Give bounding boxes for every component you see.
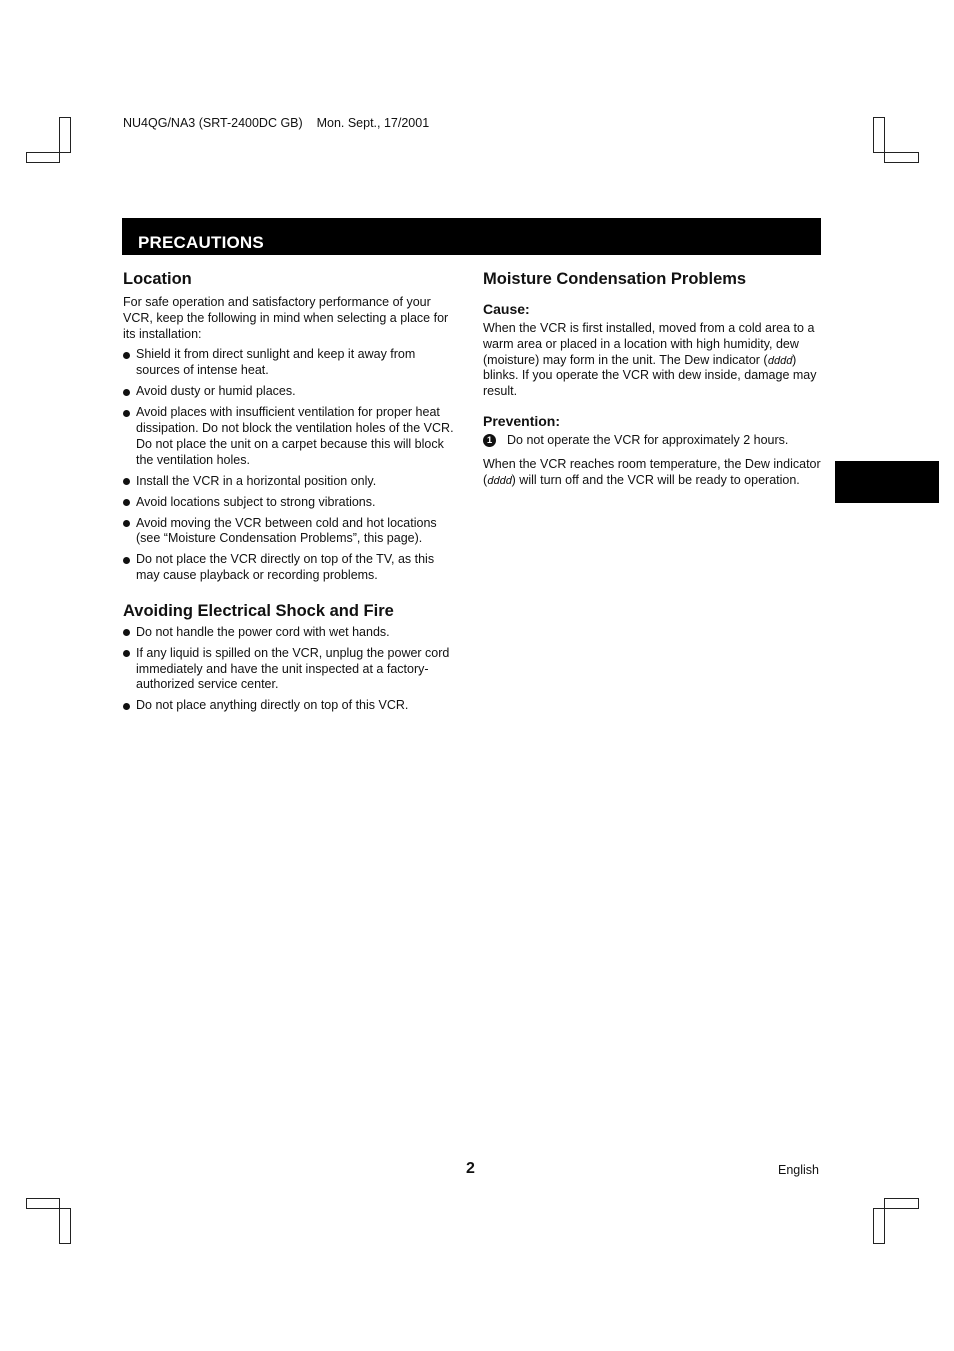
list-item: Avoid locations subject to strong vibrations. — [123, 495, 461, 511]
after-text: When the VCR reaches room temperature, the Dew indicator (dddd) will turn off and the VCR will be ready to operation. — [483, 456, 821, 487]
cause-heading: Cause: — [483, 301, 530, 317]
language-label: English — [778, 1163, 819, 1177]
crop-mark — [884, 152, 919, 163]
page-number: 2 — [466, 1160, 475, 1177]
location-intro: For safe operation and satisfactory performance of your VCR, keep the following in mind when selecting a place for its installation: — [123, 295, 449, 341]
crop-mark — [26, 1198, 60, 1209]
crop-mark — [59, 1208, 71, 1244]
crop-mark — [873, 117, 885, 153]
left-column — [123, 269, 461, 719]
list-item: Do not place the VCR directly on top of the TV, as this may cause playback or recording problems. — [123, 552, 461, 584]
dew-indicator-icon: dddd — [487, 473, 512, 487]
dew-indicator-icon: dddd — [767, 353, 793, 367]
crop-mark — [884, 1198, 919, 1209]
prevention-heading: Prevention: — [483, 412, 561, 429]
crop-mark — [26, 152, 60, 163]
location-list — [123, 347, 461, 583]
page-title: PRECAUTIONS — [138, 233, 264, 252]
document-code: NU4QG/NA3 (SRT-2400DC GB) Mon. Sept., 17/2001 — [123, 116, 430, 130]
list-item: If any liquid is spilled on the VCR, unplug the power cord immediately and have the unit inspected at a factory-authorized service center. — [123, 646, 461, 693]
list-item: Shield it from direct sunlight and keep it away from sources of intense heat. — [123, 347, 461, 379]
crop-mark — [873, 1208, 885, 1244]
step-text: Do not operate the VCR for approximately 2 hours. — [507, 432, 789, 447]
step-number-icon: 1 — [483, 434, 496, 447]
section-banner — [122, 218, 821, 255]
list-item: Avoid moving the VCR between cold and hot locations (see “Moisture Condensation Problems”, this page). — [123, 516, 461, 548]
list-item: Avoid dusty or humid places. — [123, 384, 461, 400]
list-item: Do not place anything directly on top of this VCR. — [123, 698, 461, 714]
moisture-heading: Moisture Condensation Problems — [483, 270, 747, 288]
location-heading: Location — [123, 270, 192, 288]
cause-text: When the VCR is first installed, moved from a cold area to a warm area or placed in a location with high humidity, dew (moisture) may form in the unit. The Dew indicator (dddd) blinks. If you operate the VCR with dew inside, damage may result. — [483, 321, 817, 399]
list-item: Do not handle the power cord with wet hands. — [123, 625, 461, 641]
prevention-step — [483, 433, 821, 449]
right-column — [483, 269, 821, 488]
section-tab-marker — [835, 461, 939, 503]
list-item: Install the VCR in a horizontal position only. — [123, 474, 461, 490]
shock-list — [123, 625, 461, 714]
shock-heading: Avoiding Electrical Shock and Fire — [123, 601, 394, 620]
list-item: Avoid places with insufficient ventilation for proper heat dissipation. Do not block the ventilation holes of the VCR. Do not place the unit on a carpet because this will block the ventilation holes. — [123, 405, 461, 468]
crop-mark — [59, 117, 71, 153]
